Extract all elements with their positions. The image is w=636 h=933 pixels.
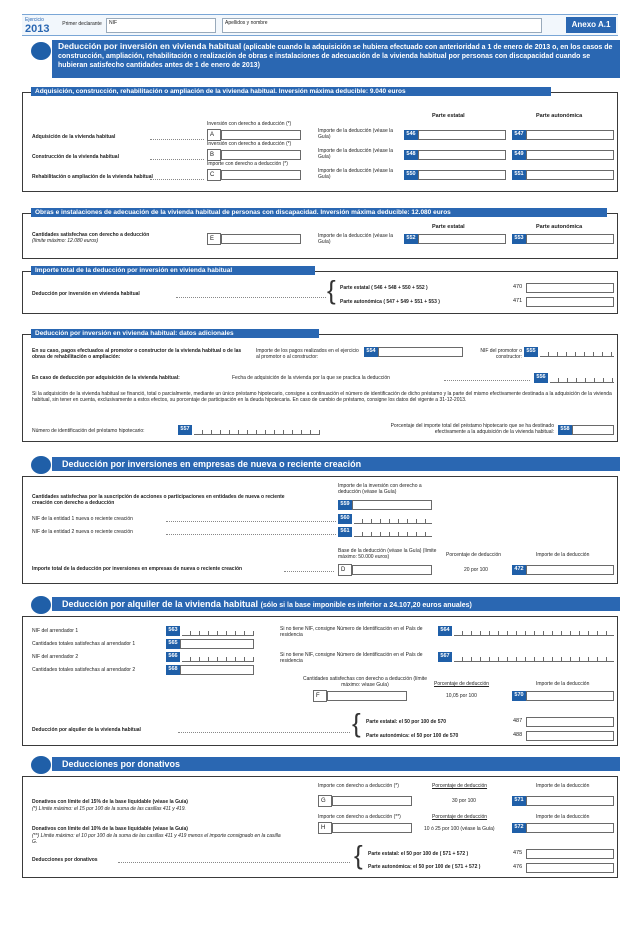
sec1-title: Adquisición, construcción, rehabilitación o ampliación de la vivienda habitual. Inversión máxima deducible: 9.040 euros bbox=[31, 87, 551, 96]
alquiler-letter-f-input[interactable] bbox=[327, 691, 407, 701]
ejercicio-label: Ejercicio bbox=[25, 17, 44, 23]
sin-nif-1: Si no tiene NIF, consigne Número de Identificación en el País de residencia bbox=[280, 626, 423, 638]
alquiler-total-dots bbox=[178, 732, 350, 733]
alquiler-estatal: Parte estatal: el 50 por 100 de 570 bbox=[366, 719, 447, 725]
field-549[interactable] bbox=[526, 150, 614, 160]
code-554: 554 bbox=[364, 347, 378, 357]
code-471: 471 bbox=[512, 297, 526, 307]
empresas-base-hint: Base de la deducción (véase la Guía) (límite máximo: 50.000 euros) bbox=[338, 548, 437, 560]
code-564: 564 bbox=[438, 626, 452, 636]
field-560[interactable] bbox=[354, 514, 432, 524]
sec1-row-hint: Importe con derecho a deducción (*) bbox=[207, 161, 288, 167]
field-470[interactable] bbox=[526, 283, 614, 293]
code-557: 557 bbox=[178, 425, 192, 435]
empresas-imp-hint: Importe de la inversión con derecho a deducción (véase la Guía) bbox=[338, 483, 422, 495]
sec1-row-dots bbox=[150, 159, 204, 160]
apellidos-field[interactable] bbox=[222, 18, 542, 33]
nif-promotor-label: NIF del promotor o constructor: bbox=[480, 348, 522, 360]
vivienda-subtitle: (aplicable cuando la adquisición se hubiera efectuado con anterioridad a 1 de enero de 2013 o, en los casos de construcción, ampliación, rehabilitación o realización de obras e instalaciones de adecuación de la vivienda habitual por personas con discapacidad cuando se hubieran satisfecho cantidades antes de 1 de enero de 2013) bbox=[58, 44, 613, 69]
alquiler-pct: 10,05 por 100 bbox=[446, 693, 477, 699]
section-bullet-icon bbox=[31, 756, 51, 774]
field-559[interactable] bbox=[352, 500, 432, 510]
don-d10-note: (**) Límite máximo: el 10 por 100 de la suma de las casillas 411 y 419 menos el importe consignado en la casilla G. bbox=[32, 833, 281, 845]
empresas-imp2-hint: Importe de la deducción bbox=[536, 552, 590, 558]
empresas-suscripcion: Cantidades satisfechas por la suscripción de acciones o participaciones en entidades de nueva o reciente creación con derecho a deducción bbox=[32, 494, 285, 506]
num-prestamo-label: Número de identificación del préstamo hipotecario: bbox=[32, 428, 145, 434]
code-472: 472 bbox=[512, 565, 526, 575]
sec1-row-letter[interactable]: A bbox=[207, 129, 221, 141]
sec1-row-dots bbox=[150, 179, 204, 180]
field-565[interactable] bbox=[180, 639, 254, 649]
code-550: 550 bbox=[404, 170, 418, 180]
field-547[interactable] bbox=[526, 130, 614, 140]
sec2-col-autonomica: Parte autonómica bbox=[536, 224, 583, 230]
alquiler-heading bbox=[52, 597, 620, 611]
field-551[interactable] bbox=[526, 170, 614, 180]
field-552[interactable] bbox=[418, 234, 506, 244]
field-563[interactable] bbox=[182, 626, 254, 636]
code-549: 549 bbox=[512, 150, 526, 160]
code-487: 487 bbox=[512, 717, 526, 727]
don-imp10-hint: Importe con derecho a deducción (**) bbox=[318, 814, 401, 820]
empresas-title: Deducción por inversiones en empresas de nueva o reciente creación bbox=[52, 457, 620, 471]
code-475: 475 bbox=[512, 849, 526, 859]
don-pct10: 10 ó 25 por 100 (véase la Guía) bbox=[424, 826, 495, 832]
fecha-dots bbox=[444, 380, 530, 381]
sec1-row-letter[interactable]: B bbox=[207, 149, 221, 161]
sec1-row-letter-input[interactable] bbox=[221, 130, 301, 140]
don-imp-hint-2: Importe de la deducción bbox=[536, 814, 590, 820]
field-568[interactable] bbox=[180, 665, 254, 675]
field-558[interactable] bbox=[572, 425, 614, 435]
fecha-hint: Fecha de adquisición de la vivienda por la que se practica la deducción bbox=[232, 375, 390, 381]
field-564[interactable] bbox=[454, 626, 614, 636]
code-470: 470 bbox=[512, 283, 526, 293]
sec1-col-estatal: Parte estatal bbox=[432, 113, 465, 119]
field-472[interactable] bbox=[526, 565, 614, 575]
don-imp15-hint: Importe con derecho a deducción (*) bbox=[318, 783, 399, 789]
annex-badge: Anexo A.1 bbox=[566, 17, 616, 33]
code-547: 547 bbox=[512, 130, 526, 140]
sec3-bracket: { bbox=[327, 275, 336, 305]
empresas-letter-d-input[interactable] bbox=[352, 565, 432, 575]
pct-prestamo-label: Porcentaje del importe total del préstamo hipotecario que se ha destinado efectivamente a la adquisición de la vivienda habitual: bbox=[390, 423, 554, 435]
empresas-pct-hint: Porcentaje de deducción bbox=[446, 552, 502, 558]
sec2-sublabel: (límite máximo: 12.080 euros) bbox=[32, 238, 99, 244]
don-letter-g-input[interactable] bbox=[332, 796, 412, 806]
sec1-row-dots bbox=[150, 139, 204, 140]
sec1-row-letter-input[interactable] bbox=[221, 150, 301, 160]
alquiler-pct-hint: Porcentaje de deducción bbox=[434, 681, 490, 687]
code-561: 561 bbox=[338, 527, 352, 537]
sec1-row-letter-input[interactable] bbox=[221, 170, 301, 180]
code-556: 556 bbox=[534, 373, 548, 383]
don-total-dots bbox=[118, 862, 350, 863]
field-572[interactable] bbox=[526, 823, 614, 833]
don-bracket: { bbox=[354, 840, 363, 870]
sec3-estatal: Parte estatal ( 546 + 548 + 550 + 552 ) bbox=[340, 285, 428, 291]
sec2-letter-e[interactable]: E bbox=[207, 233, 221, 245]
pagos-label: En su caso, pagos efectuados al promotor o constructor de la vivienda habitual o de las obras de rehabilitación o ampliación: bbox=[32, 348, 242, 360]
field-561[interactable] bbox=[354, 527, 432, 537]
field-487[interactable] bbox=[526, 717, 614, 727]
sec1-row-imp-hint: Importe de la deducción (véase la Guía) bbox=[318, 128, 394, 140]
don-d15-note: (*) Límite máximo: el 15 por 100 de la suma de las casillas 411 y 419. bbox=[32, 806, 186, 812]
sin-nif-2: Si no tiene NIF, consigne Número de Identificación en el País de residencia bbox=[280, 652, 423, 664]
field-548[interactable] bbox=[418, 150, 506, 160]
alquiler-title: Deducción por alquiler de la vivienda habitual bbox=[62, 599, 259, 609]
section-bullet-icon bbox=[31, 596, 51, 614]
alquiler-subtitle: (sólo si la base imponible es inferior a 24.107,20 euros anuales) bbox=[260, 602, 472, 609]
code-559: 559 bbox=[338, 500, 352, 510]
don-d15: Donativos con límite del 15% de la base liquidable (véase la Guía) bbox=[32, 799, 188, 805]
field-546[interactable] bbox=[418, 130, 506, 140]
sec3-title: Importe total de la deducción por inversión en vivienda habitual bbox=[31, 266, 315, 275]
sec1-row-label: Adquisición de la vivienda habitual bbox=[32, 134, 116, 140]
sec1-row-imp-hint: Importe de la deducción (véase la Guía) bbox=[318, 148, 394, 160]
sec1-row-letter[interactable]: C bbox=[207, 169, 221, 181]
nif-arrendador-1: NIF del arrendador 1 bbox=[32, 628, 79, 634]
alquiler-imp-hint: Importe de la deducción bbox=[536, 681, 590, 687]
sec1-row-hint: Inversión con derecho a deducción (*) bbox=[207, 121, 292, 127]
don-estatal: Parte estatal: el 50 por 100 de ( 571 + 572 ) bbox=[368, 851, 469, 857]
code-551: 551 bbox=[512, 170, 526, 180]
sec3-dots bbox=[176, 297, 326, 298]
field-557[interactable] bbox=[194, 425, 320, 435]
code-566: 566 bbox=[166, 652, 180, 662]
don-imp-hint-1: Importe de la deducción bbox=[536, 783, 590, 789]
code-476: 476 bbox=[512, 863, 526, 873]
empresas-total-label: Importe total de la deducción por inversiones en empresas de nueva o reciente creación bbox=[32, 566, 243, 572]
nif-label: NIF bbox=[109, 20, 118, 26]
apellidos-label: Apellidos y nombre bbox=[225, 20, 268, 26]
field-555[interactable] bbox=[540, 347, 614, 357]
section-bullet-icon bbox=[31, 42, 51, 60]
nif-entidad-2: NIF de la entidad 2 nueva o reciente creación bbox=[32, 529, 133, 535]
cant-arrendador-1: Cantidades totales satisfechas al arrendador 1 bbox=[32, 641, 136, 647]
fecha-label: En caso de deducción por adquisición de la vivienda habitual: bbox=[32, 375, 180, 381]
code-546: 546 bbox=[404, 130, 418, 140]
sec2-col-estatal: Parte estatal bbox=[432, 224, 465, 230]
field-475[interactable] bbox=[526, 849, 614, 859]
field-554[interactable] bbox=[378, 347, 463, 357]
code-552: 552 bbox=[404, 234, 418, 244]
code-558: 558 bbox=[558, 425, 572, 435]
nif-field[interactable] bbox=[106, 18, 216, 33]
sec3-autonomica: Parte autonómica ( 547 + 549 + 551 + 553 ) bbox=[340, 299, 440, 305]
alquiler-autonomica: Parte autonómica: el 50 por 100 de 570 bbox=[366, 733, 459, 739]
field-570[interactable] bbox=[526, 691, 614, 701]
cant-arrendador-2: Cantidades totales satisfechas al arrendador 2 bbox=[32, 667, 136, 673]
code-560: 560 bbox=[338, 514, 352, 524]
sec2-title: Obras e instalaciones de adecuación de la vivienda habitual de personas con discapacidad. Inversión máxima deducible: 12.080 euros bbox=[31, 208, 607, 217]
code-553: 553 bbox=[512, 234, 526, 244]
nif-arrendador-2: NIF del arrendador 2 bbox=[32, 654, 79, 660]
sec2-imp-hint: Importe de la deducción (véase la Guía) bbox=[318, 233, 394, 245]
code-563: 563 bbox=[166, 626, 180, 636]
sec1-row-label: Rehabilitación o ampliación de la vivienda habitual bbox=[32, 174, 153, 180]
sec4-title: Deducción por inversión en vivienda habitual: datos adicionales bbox=[31, 329, 319, 338]
sec1-col-autonomica: Parte autonómica bbox=[536, 113, 583, 119]
field-488[interactable] bbox=[526, 731, 614, 741]
field-556[interactable] bbox=[550, 373, 614, 383]
header-bar bbox=[22, 14, 618, 36]
pagos-imp-hint: Importe de los pagos realizados en el ejercicio al promotor o al constructor: bbox=[256, 348, 359, 360]
nif-entidad-1: NIF de la entidad 1 nueva o reciente creación bbox=[32, 516, 133, 522]
sec2-letter-e-input[interactable] bbox=[221, 234, 301, 244]
alquiler-cant-hint: Cantidades satisfechas con derecho a deducción (límite máximo: véase Guía) bbox=[303, 676, 427, 688]
sec3-label: Deducción por inversión en vivienda habitual bbox=[32, 291, 140, 297]
don-letter-h[interactable]: H bbox=[318, 822, 332, 834]
code-571: 571 bbox=[512, 796, 526, 806]
sec1-row-hint: Inversión con derecho a deducción (*) bbox=[207, 141, 292, 147]
code-565: 565 bbox=[166, 639, 180, 649]
nif1-dots bbox=[166, 521, 336, 522]
code-488: 488 bbox=[512, 731, 526, 741]
don-pct15: 30 por 100 bbox=[452, 798, 476, 804]
primer-declarante-label: Primer declarante bbox=[62, 21, 102, 27]
don-total-label: Deducciones por donativos bbox=[32, 857, 98, 863]
empresas-pct: 20 por 100 bbox=[464, 567, 488, 573]
empresas-letter-d[interactable]: D bbox=[338, 564, 352, 576]
nif2-dots bbox=[166, 534, 336, 535]
field-571[interactable] bbox=[526, 796, 614, 806]
code-567: 567 bbox=[438, 652, 452, 662]
donativos-title: Deducciones por donativos bbox=[52, 757, 620, 771]
sec1-row-label: Construcción de la vivienda habitual bbox=[32, 154, 119, 160]
alquiler-bracket: { bbox=[352, 708, 361, 738]
empresas-total-dots bbox=[284, 571, 334, 572]
code-555: 555 bbox=[524, 347, 538, 357]
don-pct-hint-2: Porcentaje de deducción bbox=[432, 814, 488, 820]
field-567[interactable] bbox=[454, 652, 614, 662]
field-476[interactable] bbox=[526, 863, 614, 873]
sec1-row-imp-hint: Importe de la deducción (véase la Guía) bbox=[318, 168, 394, 180]
don-letter-g[interactable]: G bbox=[318, 795, 332, 807]
vivienda-title: Deducción por inversión en vivienda habitual bbox=[58, 41, 242, 51]
code-568: 568 bbox=[166, 665, 180, 675]
sec2-label: Cantidades satisfechas con derecho a deducción bbox=[32, 232, 150, 238]
don-pct-hint-1: Porcentaje de deducción bbox=[432, 783, 488, 789]
alquiler-letter-f[interactable]: F bbox=[313, 690, 327, 702]
don-d10: Donativos con límite del 10% de la base liquidable (véase la Guía) bbox=[32, 826, 188, 832]
alquiler-total-label: Deducción por alquiler de la vivienda habitual bbox=[32, 727, 141, 733]
field-550[interactable] bbox=[418, 170, 506, 180]
code-548: 548 bbox=[404, 150, 418, 160]
don-letter-h-input[interactable] bbox=[332, 823, 412, 833]
code-570: 570 bbox=[512, 691, 526, 701]
code-572: 572 bbox=[512, 823, 526, 833]
prestamo-text: Si la adquisición de la vivienda habitual se financió, total o parcialmente, mediante un único préstamo hipotecario, consigne a continuación el número de identificación de dicho préstamo y la parte del mismo efectivamente destinada a la adquisición de la vivienda habitual, sin tener en cuenta, exclusivamente a estos efectos, su porcentaje de participación en la deuda hipotecaria. En caso de cambio de préstamo, consigne los datos del vigente a 31-12-2013. bbox=[32, 391, 612, 403]
vivienda-heading bbox=[52, 40, 620, 78]
year: 2013 bbox=[25, 23, 50, 35]
field-566[interactable] bbox=[182, 652, 254, 662]
field-471[interactable] bbox=[526, 297, 614, 307]
don-autonomica: Parte autonómica: el 50 por 100 de ( 571 + 572 ) bbox=[368, 864, 481, 870]
field-553[interactable] bbox=[526, 234, 614, 244]
section-bullet-icon bbox=[31, 456, 51, 474]
